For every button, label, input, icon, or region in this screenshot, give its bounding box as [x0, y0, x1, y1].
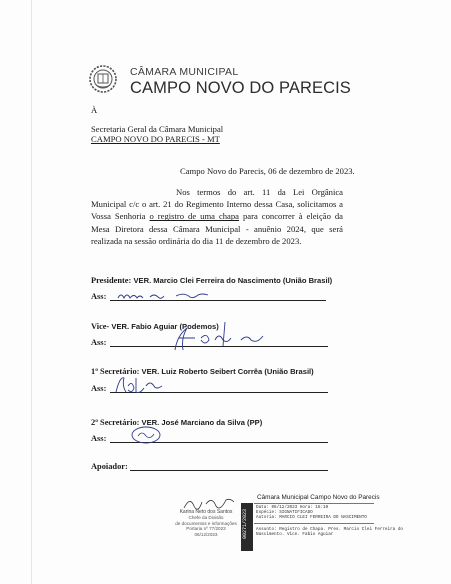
- first-secretary-name: VER. Luiz Roberto Seibert Corrêa (União Brasil): [141, 367, 314, 376]
- first-secretary-label: 1º Secretário:: [91, 367, 140, 376]
- second-secretary-label: 2º Secretário:: [91, 418, 140, 427]
- address-to: À: [91, 105, 98, 115]
- clerk-stamp: [170, 510, 242, 537]
- apoiador-line: [130, 470, 328, 471]
- page-edge: [31, 0, 32, 584]
- vice-name: VER. Fabio Aguiar (Podemos): [111, 322, 219, 331]
- registry-title: Câmara Municipal Campo Novo do Parecis: [257, 494, 380, 501]
- first-secretary-ass-label: Ass:: [91, 384, 107, 393]
- request-paragraph: [91, 186, 343, 247]
- registry-number: 00271/2023: [242, 508, 248, 539]
- camara-seal-icon: [88, 64, 118, 94]
- vice-signature: [165, 316, 275, 354]
- clerk-name: Karina Neto dos Santos: [179, 509, 233, 515]
- org-name-big: CAMPO NOVO DO PARECIS: [130, 79, 351, 97]
- address-line-1: Secretaria Geral da Câmara Municipal: [91, 124, 224, 134]
- first-secretary-signature: [112, 372, 172, 396]
- clerk-role-2: de documentos e informações: [175, 520, 237, 526]
- vice-ass-label: Ass:: [91, 338, 107, 347]
- date-line: Campo Novo do Parecis, 06 de dezembro de 2023.: [180, 166, 355, 176]
- president-row: [91, 276, 332, 285]
- registry-data: Data: 06/12/2023 Hora: 15:10: [256, 505, 329, 510]
- registry-assunto-2: Nascimento. Vice. Fabio Aguiar: [256, 532, 334, 537]
- registry-especie: Espécie: SIGNATIFICADO: [256, 510, 313, 515]
- address-line-2: CAMPO NOVO DO PARECIS - MT: [91, 134, 220, 144]
- paragraph-text-1: Nos termos do art. 11 da Lei Orgânica Municipal c/c o art. 21 do Regimento Interno dessa Casa, solicitamos a Vossa Senhoria: [91, 187, 343, 222]
- president-label: Presidente:: [91, 276, 132, 285]
- org-name-small: CÂMARA MUNICIPAL: [130, 66, 239, 78]
- registry-assunto-1: Assunto: Registro de Chapa. Pres. Marcio Clei Ferreira do: [256, 527, 403, 532]
- paragraph-text-2: para concorrer à eleição da Mesa Diretora dessa Câmara Municipal - anuênio 2024, que será realizada na sessão ordinária do dia 11 de dezembro de 2023.: [91, 211, 343, 246]
- clerk-portaria: Portaria nº 77/2023: [186, 526, 226, 532]
- registry-autoria: Autoria: MARCIO CLEI FERREIRA DO NASCIMENTO: [256, 515, 367, 520]
- vice-label: Vice-: [91, 322, 110, 331]
- registry-number-bar: [241, 503, 253, 551]
- president-ass-label: Ass:: [91, 292, 107, 301]
- president-signature: [116, 288, 216, 304]
- paragraph-underlined: o registro de uma chapa: [149, 211, 239, 222]
- apoiador-label: Apoiador:: [91, 462, 128, 471]
- second-secretary-row: [91, 418, 262, 427]
- second-secretary-name: VER. José Marciano da Silva (PP): [141, 418, 263, 427]
- president-name: VER. Marcio Clei Ferreira do Nascimento (União Brasil): [133, 276, 333, 285]
- second-secretary-ass-label: Ass:: [91, 434, 107, 443]
- second-secretary-signature: [128, 424, 168, 446]
- clerk-date: 06/12/2023: [194, 531, 218, 537]
- clerk-role-1: Chefe da Divisão: [188, 515, 224, 521]
